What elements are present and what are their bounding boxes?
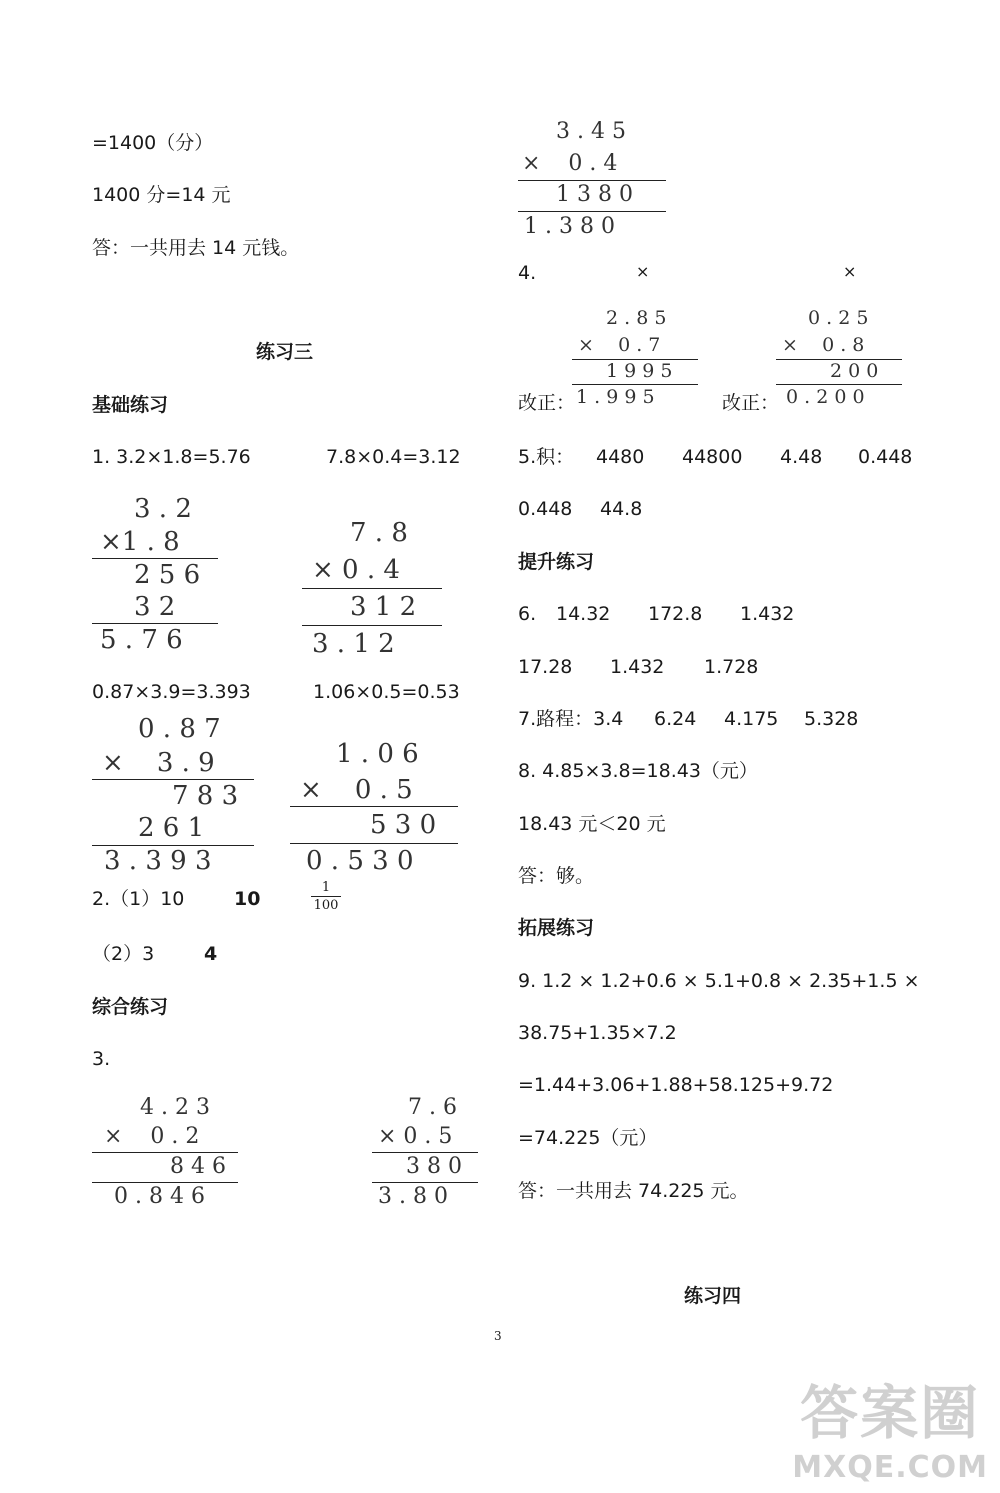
- calc-row: × 0 . 8: [782, 334, 865, 356]
- answer-value: 5.328: [804, 708, 859, 730]
- calc-row: 7 . 6: [408, 1095, 457, 1120]
- calc-row: × 0 . 4: [312, 555, 400, 585]
- calc-row: 0 . 8 7: [138, 714, 221, 744]
- calc-line: [92, 1182, 238, 1183]
- watermark-url: MXQE.COM: [792, 1450, 988, 1485]
- correction-label: 改正：: [518, 392, 576, 414]
- text-line: 1400 分=14 元: [92, 184, 231, 206]
- question-1a: 1. 3.2×1.8=5.76: [92, 446, 251, 468]
- calc-row: ×1 . 8: [100, 527, 180, 557]
- calc-row: 0 . 8 4 6: [114, 1184, 205, 1209]
- calc-line: [572, 384, 698, 385]
- fraction-numerator: 1: [311, 881, 341, 897]
- calc-row: 3 . 3 9 3: [104, 846, 212, 876]
- calc-row: × 0 . 5: [300, 775, 413, 805]
- subsection-title: 基础练习: [92, 394, 169, 416]
- section-title: 练习三: [256, 341, 314, 363]
- question-4: 4.: [518, 262, 537, 284]
- calc-row: 3 1 2: [350, 592, 417, 622]
- answer-value: 4.175: [724, 708, 779, 730]
- calc-line: [302, 625, 442, 626]
- answer-value: 10: [234, 888, 261, 910]
- calc-row: 1 9 9 5: [606, 360, 673, 382]
- calc-row: × 3 . 9: [102, 748, 215, 778]
- question-1c: 0.87×3.9=3.393: [92, 681, 251, 703]
- text-line: 38.75+1.35×7.2: [518, 1022, 677, 1044]
- wrong-mark: ×: [636, 262, 650, 281]
- question-2-1: 2.（1）10: [92, 888, 185, 910]
- calc-row: 2 0 0: [830, 360, 879, 382]
- calc-row: 3 . 1 2: [312, 629, 395, 659]
- correction-label: 改正：: [722, 392, 780, 414]
- wrong-mark: ×: [843, 262, 857, 281]
- calc-line: [290, 806, 458, 807]
- calc-line: [776, 384, 902, 385]
- fraction: [311, 881, 341, 912]
- text-line: =74.225（元）: [518, 1127, 658, 1149]
- calc-row: 1 . 9 9 5: [576, 386, 655, 408]
- calc-line: [92, 623, 218, 624]
- calc-row: × 0 . 7: [578, 334, 661, 356]
- text-line: 答：一共用去 14 元钱。: [92, 237, 300, 259]
- calc-line: [372, 1182, 478, 1183]
- calc-row: 1 . 3 8 0: [524, 214, 615, 239]
- watermark-logo: [792, 1366, 988, 1485]
- calc-row: 3 . 4 5: [556, 119, 626, 144]
- answer-value: 17.28: [518, 656, 573, 678]
- answer-value: 172.8: [648, 603, 703, 625]
- calc-row: 3 . 2: [134, 494, 192, 524]
- calc-line: [290, 843, 458, 844]
- calc-row: 7 8 3: [172, 781, 239, 811]
- calc-row: 3 2: [134, 592, 176, 622]
- question-1d: 1.06×0.5=0.53: [313, 681, 460, 703]
- question-9: 9. 1.2 × 1.2+0.6 × 5.1+0.8 × 2.35+1.5 ×: [518, 970, 920, 992]
- page-number: 3: [494, 1329, 502, 1343]
- subsection-title: 拓展练习: [518, 917, 595, 939]
- calc-row: 8 4 6: [170, 1154, 226, 1179]
- calc-row: 0 . 2 0 0: [786, 386, 865, 408]
- calc-row: 2 6 1: [138, 813, 205, 843]
- answer-value: 1.432: [740, 603, 795, 625]
- calc-line: [92, 558, 218, 559]
- calc-row: × 0 . 4: [522, 151, 618, 176]
- calc-line: [92, 779, 254, 780]
- calc-line: [372, 1152, 478, 1153]
- calc-row: 3 8 0: [406, 1154, 462, 1179]
- calc-row: 2 5 6: [134, 560, 201, 590]
- calc-row: 0 . 5 3 0: [306, 846, 414, 876]
- calc-row: 4 . 2 3: [140, 1095, 210, 1120]
- calc-row: 1 3 8 0: [556, 182, 633, 207]
- answer-value: 6.24: [654, 708, 697, 730]
- answer-value: 1.728: [704, 656, 759, 678]
- question-2-2: （2）3: [92, 943, 155, 965]
- calc-row: 5 3 0: [370, 810, 437, 840]
- answer-value: 4: [204, 943, 218, 965]
- subsection-title: 综合练习: [92, 996, 169, 1018]
- calc-line: [302, 588, 442, 589]
- calc-line: [518, 180, 666, 181]
- answer-value: 1.432: [610, 656, 665, 678]
- answer-value: 4480: [596, 446, 645, 468]
- answer-value: 14.32: [556, 603, 611, 625]
- question-5: 5.积：: [518, 446, 575, 468]
- calc-row: × 0 . 5: [378, 1124, 453, 1149]
- watermark-text: 答案圈: [800, 1379, 981, 1447]
- text-line: =1400（分）: [92, 132, 214, 154]
- question-8: 8. 4.85×3.8=18.43（元）: [518, 760, 758, 782]
- calc-row: 7 . 8: [350, 518, 408, 548]
- answer-value: 0.448: [858, 446, 913, 468]
- calc-line: [92, 1152, 238, 1153]
- text-line: =1.44+3.06+1.88+58.125+9.72: [518, 1074, 834, 1096]
- question-1b: 7.8×0.4=3.12: [326, 446, 461, 468]
- text-line: 答：一共用去 74.225 元。: [518, 1180, 749, 1202]
- calc-row: 1 . 0 6: [336, 739, 419, 769]
- answer-value: 0.448: [518, 498, 573, 520]
- fraction-denominator: 100: [313, 898, 339, 913]
- text-line: 18.43 元＜20 元: [518, 813, 666, 835]
- calc-row: 0 . 2 5: [808, 307, 869, 329]
- subsection-title: 提升练习: [518, 551, 595, 573]
- calc-row: 2 . 8 5: [606, 307, 667, 329]
- calc-row: × 0 . 2: [104, 1124, 200, 1149]
- question-6: 6.: [518, 603, 537, 625]
- question-7: 7.路程：3.4: [518, 708, 624, 730]
- answer-value: 44.8: [600, 498, 643, 520]
- calc-line: [518, 211, 666, 212]
- calc-row: 5 . 7 6: [100, 625, 183, 655]
- answer-value: 44800: [682, 446, 743, 468]
- question-3: 3.: [92, 1048, 111, 1070]
- section-title: 练习四: [684, 1285, 742, 1307]
- text-line: 答：够。: [518, 865, 595, 887]
- calc-row: 3 . 8 0: [378, 1184, 448, 1209]
- answer-value: 4.48: [780, 446, 823, 468]
